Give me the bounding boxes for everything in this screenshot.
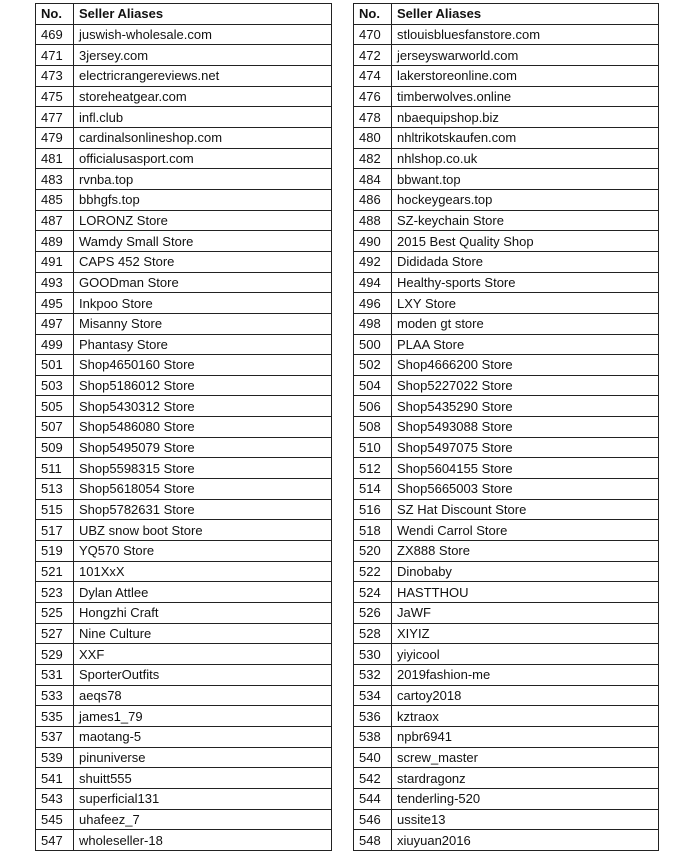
seller-alias: ussite13 <box>392 809 659 830</box>
seller-alias: npbr6941 <box>392 726 659 747</box>
seller-alias: Inkpoo Store <box>74 293 332 314</box>
seller-alias: XIYIZ <box>392 623 659 644</box>
seller-alias: Dinobaby <box>392 561 659 582</box>
row-number: 480 <box>354 127 392 148</box>
table-row <box>354 520 659 541</box>
row-number: 517 <box>36 520 74 541</box>
seller-alias: shuitt555 <box>74 768 332 789</box>
table-row <box>36 685 332 706</box>
table-row <box>354 127 659 148</box>
row-number: 477 <box>36 107 74 128</box>
row-number: 526 <box>354 603 392 624</box>
row-number: 490 <box>354 231 392 252</box>
seller-alias: Shop5430312 Store <box>74 396 332 417</box>
seller-alias: storeheatgear.com <box>74 86 332 107</box>
row-number: 481 <box>36 148 74 169</box>
table-row <box>354 561 659 582</box>
table-row <box>36 830 332 851</box>
row-number: 544 <box>354 788 392 809</box>
seller-alias: yiyicool <box>392 644 659 665</box>
seller-alias: Misanny Store <box>74 313 332 334</box>
row-number: 514 <box>354 479 392 500</box>
seller-alias: SporterOutfits <box>74 665 332 686</box>
seller-alias: Shop5618054 Store <box>74 479 332 500</box>
seller-alias: lakerstoreonline.com <box>392 65 659 86</box>
table-row <box>36 189 332 210</box>
row-number: 534 <box>354 685 392 706</box>
row-number: 471 <box>36 45 74 66</box>
row-number: 474 <box>354 65 392 86</box>
seller-alias: maotang-5 <box>74 726 332 747</box>
table-row <box>36 396 332 417</box>
row-number: 498 <box>354 313 392 334</box>
table-row <box>354 479 659 500</box>
row-number: 491 <box>36 251 74 272</box>
table-row <box>36 355 332 376</box>
table-row <box>354 231 659 252</box>
row-number: 537 <box>36 726 74 747</box>
seller-alias: Hongzhi Craft <box>74 603 332 624</box>
row-number: 533 <box>36 685 74 706</box>
table-row <box>354 830 659 851</box>
table-row <box>36 747 332 768</box>
table-row <box>36 231 332 252</box>
seller-alias: 3jersey.com <box>74 45 332 66</box>
table-row <box>354 458 659 479</box>
seller-alias: Phantasy Store <box>74 334 332 355</box>
table-row <box>36 334 332 355</box>
table-row <box>354 210 659 231</box>
table-row <box>36 169 332 190</box>
table-row <box>354 313 659 334</box>
seller-alias: rvnba.top <box>74 169 332 190</box>
seller-alias: LORONZ Store <box>74 210 332 231</box>
seller-alias: Shop5435290 Store <box>392 396 659 417</box>
seller-alias: Wamdy Small Store <box>74 231 332 252</box>
seller-alias: hockeygears.top <box>392 189 659 210</box>
table-row <box>36 768 332 789</box>
table-row <box>354 499 659 520</box>
row-number: 513 <box>36 479 74 500</box>
row-number: 524 <box>354 582 392 603</box>
row-number: 541 <box>36 768 74 789</box>
table-row <box>36 148 332 169</box>
row-number: 507 <box>36 417 74 438</box>
table-row <box>36 251 332 272</box>
row-number: 543 <box>36 788 74 809</box>
row-number: 539 <box>36 747 74 768</box>
table-row <box>354 685 659 706</box>
seller-alias: 2015 Best Quality Shop <box>392 231 659 252</box>
row-number: 502 <box>354 355 392 376</box>
row-number: 527 <box>36 623 74 644</box>
table-row <box>354 293 659 314</box>
seller-alias: nbaequipshop.biz <box>392 107 659 128</box>
table-row <box>354 272 659 293</box>
row-number: 476 <box>354 86 392 107</box>
table-row <box>354 65 659 86</box>
seller-alias: aeqs78 <box>74 685 332 706</box>
table-row <box>36 499 332 520</box>
seller-alias: Wendi Carrol Store <box>392 520 659 541</box>
seller-alias: JaWF <box>392 603 659 624</box>
header-no: No. <box>354 4 392 25</box>
table-row <box>36 417 332 438</box>
row-number: 521 <box>36 561 74 582</box>
row-number: 545 <box>36 809 74 830</box>
table-row <box>36 706 332 727</box>
table-row <box>354 726 659 747</box>
table-row <box>36 272 332 293</box>
table-row <box>36 65 332 86</box>
seller-alias: uhafeez_7 <box>74 809 332 830</box>
seller-alias: juswish-wholesale.com <box>74 24 332 45</box>
seller-alias: Shop5604155 Store <box>392 458 659 479</box>
seller-alias: nhlshop.co.uk <box>392 148 659 169</box>
row-number: 486 <box>354 189 392 210</box>
row-number: 518 <box>354 520 392 541</box>
seller-alias: cardinalsonlineshop.com <box>74 127 332 148</box>
seller-alias: tenderling-520 <box>392 788 659 809</box>
header-row <box>354 4 659 25</box>
seller-alias: infl.club <box>74 107 332 128</box>
row-number: 479 <box>36 127 74 148</box>
header-seller-aliases: Seller Aliases <box>392 4 659 25</box>
table-row <box>36 541 332 562</box>
table-row <box>36 603 332 624</box>
row-number: 536 <box>354 706 392 727</box>
seller-alias: Healthy-sports Store <box>392 272 659 293</box>
seller-alias: Dylan Attlee <box>74 582 332 603</box>
table-row <box>36 644 332 665</box>
table-row <box>36 458 332 479</box>
seller-alias: bbhgfs.top <box>74 189 332 210</box>
seller-alias: LXY Store <box>392 293 659 314</box>
row-number: 547 <box>36 830 74 851</box>
seller-alias: PLAA Store <box>392 334 659 355</box>
table-row <box>354 747 659 768</box>
row-number: 548 <box>354 830 392 851</box>
table-row <box>36 809 332 830</box>
seller-alias: nhltrikotskaufen.com <box>392 127 659 148</box>
table-row <box>36 788 332 809</box>
seller-alias: screw_master <box>392 747 659 768</box>
row-number: 488 <box>354 210 392 231</box>
header-no: No. <box>36 4 74 25</box>
row-number: 497 <box>36 313 74 334</box>
row-number: 522 <box>354 561 392 582</box>
row-number: 516 <box>354 499 392 520</box>
row-number: 525 <box>36 603 74 624</box>
seller-alias: officialusasport.com <box>74 148 332 169</box>
row-number: 484 <box>354 169 392 190</box>
seller-alias: Shop4650160 Store <box>74 355 332 376</box>
row-number: 489 <box>36 231 74 252</box>
row-number: 469 <box>36 24 74 45</box>
table-row <box>354 334 659 355</box>
seller-alias: james1_79 <box>74 706 332 727</box>
seller-alias: SZ-keychain Store <box>392 210 659 231</box>
row-number: 528 <box>354 623 392 644</box>
row-number: 499 <box>36 334 74 355</box>
row-number: 473 <box>36 65 74 86</box>
seller-alias: 2019fashion-me <box>392 665 659 686</box>
seller-alias: timberwolves.online <box>392 86 659 107</box>
table-row <box>36 313 332 334</box>
row-number: 472 <box>354 45 392 66</box>
table-row <box>36 127 332 148</box>
row-number: 470 <box>354 24 392 45</box>
row-number: 510 <box>354 437 392 458</box>
row-number: 519 <box>36 541 74 562</box>
row-number: 500 <box>354 334 392 355</box>
table-row <box>354 375 659 396</box>
seller-alias: Shop5495079 Store <box>74 437 332 458</box>
seller-table-right <box>353 3 659 851</box>
table-row <box>354 189 659 210</box>
seller-alias: Shop5665003 Store <box>392 479 659 500</box>
seller-alias: XXF <box>74 644 332 665</box>
seller-alias: GOODman Store <box>74 272 332 293</box>
row-number: 494 <box>354 272 392 293</box>
table-row <box>36 86 332 107</box>
table-row <box>36 561 332 582</box>
seller-alias: superficial131 <box>74 788 332 809</box>
seller-table-left <box>35 3 332 851</box>
table-row <box>36 24 332 45</box>
table-row <box>354 86 659 107</box>
row-number: 511 <box>36 458 74 479</box>
table-row <box>36 726 332 747</box>
table-row <box>354 355 659 376</box>
seller-alias: moden gt store <box>392 313 659 334</box>
table-row <box>354 644 659 665</box>
table-row <box>354 251 659 272</box>
seller-alias: bbwant.top <box>392 169 659 190</box>
row-number: 475 <box>36 86 74 107</box>
row-number: 532 <box>354 665 392 686</box>
seller-alias: Dididada Store <box>392 251 659 272</box>
table-row <box>354 623 659 644</box>
row-number: 495 <box>36 293 74 314</box>
table-row <box>354 148 659 169</box>
table-row <box>36 582 332 603</box>
seller-alias: Shop5493088 Store <box>392 417 659 438</box>
table-row <box>354 809 659 830</box>
seller-alias: Shop5186012 Store <box>74 375 332 396</box>
seller-alias: Shop5486080 Store <box>74 417 332 438</box>
table-row <box>36 665 332 686</box>
seller-alias: jerseyswarworld.com <box>392 45 659 66</box>
row-number: 487 <box>36 210 74 231</box>
table-row <box>36 210 332 231</box>
row-number: 485 <box>36 189 74 210</box>
seller-alias: YQ570 Store <box>74 541 332 562</box>
table-row <box>36 623 332 644</box>
row-number: 478 <box>354 107 392 128</box>
seller-alias: CAPS 452 Store <box>74 251 332 272</box>
row-number: 483 <box>36 169 74 190</box>
row-number: 523 <box>36 582 74 603</box>
table-row <box>354 603 659 624</box>
header-seller-aliases: Seller Aliases <box>74 4 332 25</box>
row-number: 508 <box>354 417 392 438</box>
row-number: 509 <box>36 437 74 458</box>
seller-alias: Nine Culture <box>74 623 332 644</box>
row-number: 520 <box>354 541 392 562</box>
table-row <box>354 706 659 727</box>
seller-alias: Shop5497075 Store <box>392 437 659 458</box>
row-number: 515 <box>36 499 74 520</box>
seller-alias: UBZ snow boot Store <box>74 520 332 541</box>
row-number: 482 <box>354 148 392 169</box>
table-row <box>36 375 332 396</box>
row-number: 540 <box>354 747 392 768</box>
seller-alias: Shop5227022 Store <box>392 375 659 396</box>
table-row <box>354 582 659 603</box>
row-number: 504 <box>354 375 392 396</box>
table-row <box>36 107 332 128</box>
row-number: 506 <box>354 396 392 417</box>
row-number: 503 <box>36 375 74 396</box>
header-row <box>36 4 332 25</box>
seller-alias: 101XxX <box>74 561 332 582</box>
row-number: 538 <box>354 726 392 747</box>
row-number: 496 <box>354 293 392 314</box>
table-row <box>354 417 659 438</box>
row-number: 501 <box>36 355 74 376</box>
table-row <box>354 396 659 417</box>
row-number: 535 <box>36 706 74 727</box>
seller-alias: wholeseller-18 <box>74 830 332 851</box>
row-number: 542 <box>354 768 392 789</box>
table-row <box>354 437 659 458</box>
row-number: 493 <box>36 272 74 293</box>
row-number: 530 <box>354 644 392 665</box>
seller-alias: kztraox <box>392 706 659 727</box>
table-row <box>36 520 332 541</box>
seller-alias: electricrangereviews.net <box>74 65 332 86</box>
seller-alias: Shop5598315 Store <box>74 458 332 479</box>
row-number: 529 <box>36 644 74 665</box>
table-row <box>36 293 332 314</box>
table-row <box>354 45 659 66</box>
table-row <box>36 45 332 66</box>
table-row <box>354 24 659 45</box>
row-number: 512 <box>354 458 392 479</box>
table-row <box>36 479 332 500</box>
row-number: 531 <box>36 665 74 686</box>
table-row <box>36 437 332 458</box>
row-number: 505 <box>36 396 74 417</box>
seller-alias: cartoy2018 <box>392 685 659 706</box>
seller-alias: Shop5782631 Store <box>74 499 332 520</box>
table-row <box>354 169 659 190</box>
seller-alias: Shop4666200 Store <box>392 355 659 376</box>
table-row <box>354 541 659 562</box>
seller-alias: SZ Hat Discount Store <box>392 499 659 520</box>
seller-alias: stlouisbluesfanstore.com <box>392 24 659 45</box>
seller-alias: ZX888 Store <box>392 541 659 562</box>
row-number: 546 <box>354 809 392 830</box>
seller-alias: pinuniverse <box>74 747 332 768</box>
table-row <box>354 768 659 789</box>
seller-alias: xiuyuan2016 <box>392 830 659 851</box>
seller-alias: stardragonz <box>392 768 659 789</box>
table-row <box>354 665 659 686</box>
seller-alias: HASTTHOU <box>392 582 659 603</box>
table-row <box>354 788 659 809</box>
row-number: 492 <box>354 251 392 272</box>
table-row <box>354 107 659 128</box>
